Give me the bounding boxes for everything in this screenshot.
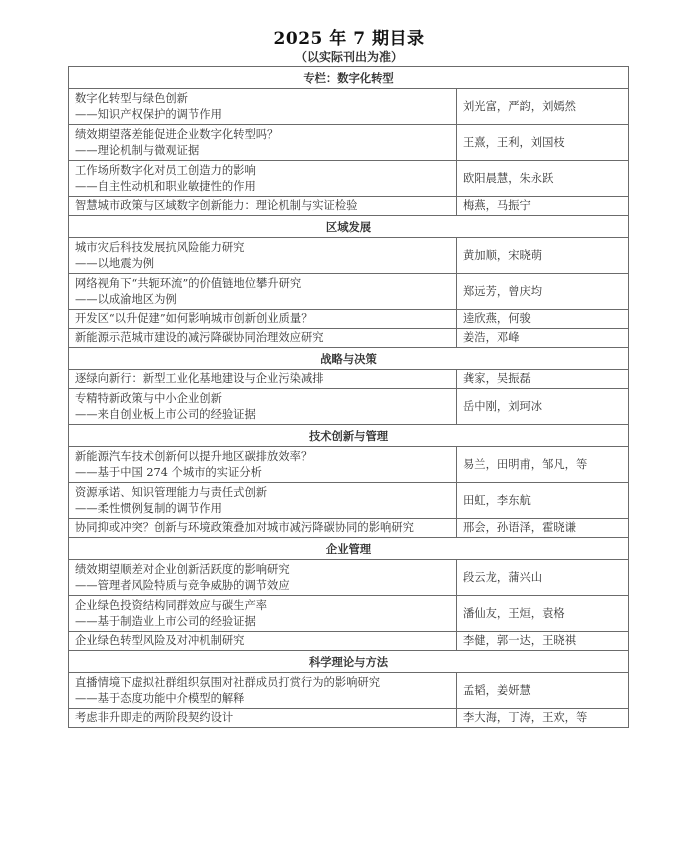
article-title: 协同抑或冲突？创新与环境政策叠加对城市减污降碳协同的影响研究 [75, 521, 414, 534]
article-row [69, 274, 629, 310]
article-authors: 田虹，李东航 [457, 483, 629, 519]
section-header-row [69, 538, 629, 560]
article-authors: 黄加顺，宋晓萌 [457, 238, 629, 274]
article-title: 新能源示范城市建设的减污降碳协同治理效应研究 [75, 331, 324, 344]
page-subtitle: （以实际刊出为准） [294, 50, 403, 64]
article-subtitle: ——自主性动机和职业敏捷性的作用 [75, 179, 256, 193]
article-title: 网络视角下“共轭环流”的价值链地位攀升研究 [75, 276, 302, 290]
article-title: 专精特新政策与中小企业创新 [75, 391, 222, 405]
article-title-cell [69, 310, 457, 329]
section-header-row [69, 425, 629, 447]
article-title-cell [69, 673, 457, 709]
article-row [69, 161, 629, 197]
article-authors: 段云龙，蒲兴山 [457, 560, 629, 596]
article-title: 企业绿色转型风险及对冲机制研究 [75, 634, 245, 647]
article-row [69, 329, 629, 348]
section-header-row [69, 651, 629, 673]
section-header-row [69, 348, 629, 370]
article-row [69, 519, 629, 538]
article-authors: 李健，郭一达，王晓祺 [457, 632, 629, 651]
article-row [69, 632, 629, 651]
article-authors: 郑远芳，曾庆均 [457, 274, 629, 310]
article-title-cell [69, 274, 457, 310]
article-row [69, 596, 629, 632]
article-title: 数字化转型与绿色创新 [75, 91, 188, 105]
article-subtitle: ——基于态度功能中介模型的解释 [75, 691, 245, 705]
article-row [69, 447, 629, 483]
article-authors: 邢会，孙语泽，霍晓谦 [457, 519, 629, 538]
article-authors: 龚家，吴振磊 [457, 370, 629, 389]
article-subtitle: ——以成渝地区为例 [75, 292, 177, 306]
article-title: 直播情境下虚拟社群组织氛围对社群成员打赏行为的影响研究 [75, 675, 381, 689]
article-subtitle: ——柔性惯例复制的调节作用 [75, 501, 222, 515]
article-title-cell [69, 389, 457, 425]
article-authors: 逵欣燕，何骏 [457, 310, 629, 329]
article-row [69, 89, 629, 125]
article-subtitle: ——来自创业板上市公司的经验证据 [75, 407, 256, 421]
article-title-cell [69, 519, 457, 538]
article-row [69, 125, 629, 161]
toc-body [69, 67, 629, 728]
article-subtitle: ——基于制造业上市公司的经验证据 [75, 614, 256, 628]
article-title: 城市灾后科技发展抗风险能力研究 [75, 240, 245, 254]
article-row [69, 310, 629, 329]
article-authors: 李大海，丁涛，王欢，等 [457, 709, 629, 728]
article-title-cell [69, 370, 457, 389]
article-title: 智慧城市政策与区域数字创新能力：理论机制与实证检验 [75, 199, 358, 212]
article-title-cell [69, 596, 457, 632]
article-row [69, 370, 629, 389]
article-authors: 刘光富，严韵，刘嫣然 [457, 89, 629, 125]
article-row [69, 389, 629, 425]
toc-table [68, 66, 629, 728]
section-header-row [69, 67, 629, 89]
article-authors: 岳中刚，刘珂冰 [457, 389, 629, 425]
article-title-cell [69, 329, 457, 348]
article-title: 绩效期望落差能促进企业数字化转型吗？ [75, 127, 279, 141]
article-title: 开发区“以升促建”如何影响城市创新创业质量？ [75, 312, 313, 325]
section-header-row [69, 216, 629, 238]
article-subtitle: ——以地震为例 [75, 256, 155, 270]
article-authors: 易兰，田明甫，邹凡，等 [457, 447, 629, 483]
article-title-cell [69, 197, 457, 216]
article-row [69, 483, 629, 519]
article-authors: 欧阳晨慧，朱永跃 [457, 161, 629, 197]
article-title-cell [69, 632, 457, 651]
article-title: 工作场所数字化对员工创造力的影响 [75, 163, 256, 177]
article-subtitle: ——管理者风险特质与竞争威胁的调节效应 [75, 578, 290, 592]
article-subtitle: ——理论机制与微观证据 [75, 143, 200, 157]
article-title: 资源承诺、知识管理能力与责任式创新 [75, 485, 268, 499]
article-title-cell [69, 125, 457, 161]
article-authors: 姜浩，邓峰 [457, 329, 629, 348]
section-title: 技术创新与管理 [69, 425, 629, 447]
page-title: 2025 年 7 期目录 [273, 29, 425, 49]
article-title-cell [69, 483, 457, 519]
article-title: 考虑非升即走的两阶段契约设计 [75, 711, 234, 724]
article-row [69, 238, 629, 274]
article-title-cell [69, 560, 457, 596]
article-title: 新能源汽车技术创新何以提升地区碳排放效率？ [75, 449, 313, 463]
section-title: 区域发展 [69, 216, 629, 238]
section-title: 战略与决策 [69, 348, 629, 370]
article-title: 逐绿向新行：新型工业化基地建设与企业污染减排 [75, 372, 324, 385]
article-row [69, 197, 629, 216]
article-title: 企业绿色投资结构同群效应与碳生产率 [75, 598, 268, 612]
article-title-cell [69, 89, 457, 125]
section-title: 科学理论与方法 [69, 651, 629, 673]
article-authors: 潘仙友，王烜，袁格 [457, 596, 629, 632]
article-title-cell [69, 447, 457, 483]
article-title-cell [69, 238, 457, 274]
section-title: 企业管理 [69, 538, 629, 560]
article-authors: 王熹，王利，刘国枝 [457, 125, 629, 161]
article-title-cell [69, 709, 457, 728]
article-row [69, 560, 629, 596]
article-row [69, 673, 629, 709]
section-title: 专栏：数字化转型 [69, 67, 629, 89]
article-authors: 孟韬，姜妍慧 [457, 673, 629, 709]
article-subtitle: ——基于中国 274 个城市的实证分析 [75, 465, 262, 479]
article-row [69, 709, 629, 728]
article-authors: 梅燕，马振宁 [457, 197, 629, 216]
article-subtitle: ——知识产权保护的调节作用 [75, 107, 222, 121]
article-title-cell [69, 161, 457, 197]
article-title: 绩效期望顺差对企业创新活跃度的影响研究 [75, 562, 290, 576]
